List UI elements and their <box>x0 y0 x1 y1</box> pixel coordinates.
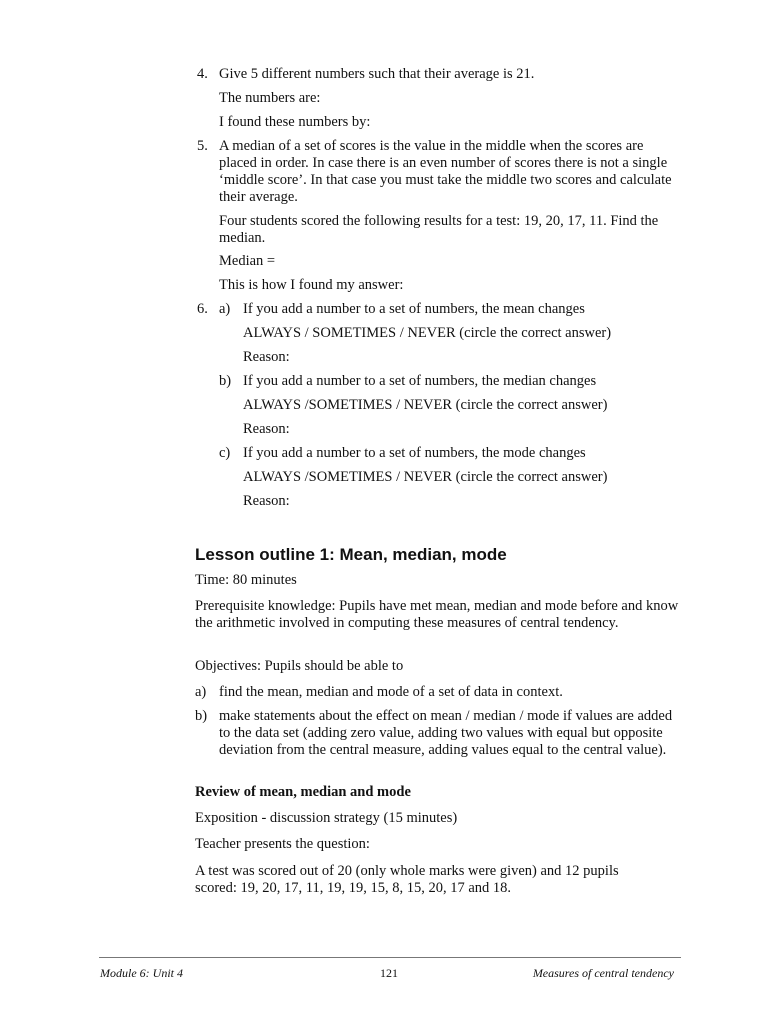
q4-method-line: I found these numbers by: <box>219 114 371 130</box>
q6-number: 6. <box>197 301 208 317</box>
teacher-line: Teacher presents the question: <box>195 836 370 852</box>
footer-module: Module 6: Unit 4 <box>100 966 183 980</box>
lesson-time: Time: 80 minutes <box>195 572 297 588</box>
q6b-options: ALWAYS /SOMETIMES / NEVER (circle the correct answer) <box>243 397 608 413</box>
q6b-reason: Reason: <box>243 421 290 437</box>
q4-numbers-line: The numbers are: <box>219 90 321 106</box>
lesson-objectives: Objectives: Pupils should be able to <box>195 658 404 674</box>
q6b-label: b) <box>219 373 232 389</box>
q6c-reason: Reason: <box>243 493 290 509</box>
exposition-line: Exposition - discussion strategy (15 minutes) <box>195 810 458 826</box>
q6c-label: c) <box>219 445 231 461</box>
q6b-text: If you add a number to a set of numbers, the median changes <box>243 373 597 389</box>
review-heading: Review of mean, median and mode <box>195 784 411 800</box>
q5-median-explanation: A median of a set of scores is the value in the middle when the scores are placed in order. In case there is an even number of scores there is not a single ‘middle score’. In that case you must take the middle two scores and calculate their average. <box>219 138 672 205</box>
q6a-options: ALWAYS / SOMETIMES / NEVER (circle the correct answer) <box>243 325 612 341</box>
q6c-text: If you add a number to a set of numbers, the mode changes <box>243 445 586 461</box>
q6a-text: If you add a number to a set of numbers, the mean changes <box>243 301 585 317</box>
footer-title: Measures of central tendency <box>532 966 674 980</box>
footer-page-number: 121 <box>380 966 398 980</box>
q6a-label: a) <box>219 301 231 317</box>
q4-text: Give 5 different numbers such that their average is 21. <box>219 66 535 82</box>
objective-b-text: make statements about the effect on mean / median / mode if values are added to the data set (adding zero value, adding two values with equal but opposite deviation from the central measure, adding values equal to the central value). <box>219 708 673 758</box>
q5-number: 5. <box>197 138 208 154</box>
q6c-options: ALWAYS /SOMETIMES / NEVER (circle the correct answer) <box>243 469 608 485</box>
footer-divider <box>99 957 681 958</box>
objective-a-label: a) <box>195 684 207 700</box>
lesson-prerequisite: Prerequisite knowledge: Pupils have met mean, median and mode before and know the arithmetic involved in computing these measures of central tendency. <box>195 598 679 631</box>
objective-a-text: find the mean, median and mode of a set of data in context. <box>219 684 563 700</box>
q5-method-line: This is how I found my answer: <box>219 277 404 293</box>
q4-number: 4. <box>197 66 208 82</box>
q5-scores-paragraph: Four students scored the following results for a test: 19, 20, 17, 11. Find the median. <box>219 213 659 246</box>
lesson-heading: Lesson outline 1: Mean, median, mode <box>195 545 507 564</box>
q6a-reason: Reason: <box>243 349 290 365</box>
objective-b-label: b) <box>195 708 208 724</box>
q5-median-answer: Median = <box>219 253 276 269</box>
test-question: A test was scored out of 20 (only whole marks were given) and 12 pupils scored: 19, 20, 17, 11, 19, 19, 15, 8, 15, 20, 17 and 18. <box>195 863 619 896</box>
